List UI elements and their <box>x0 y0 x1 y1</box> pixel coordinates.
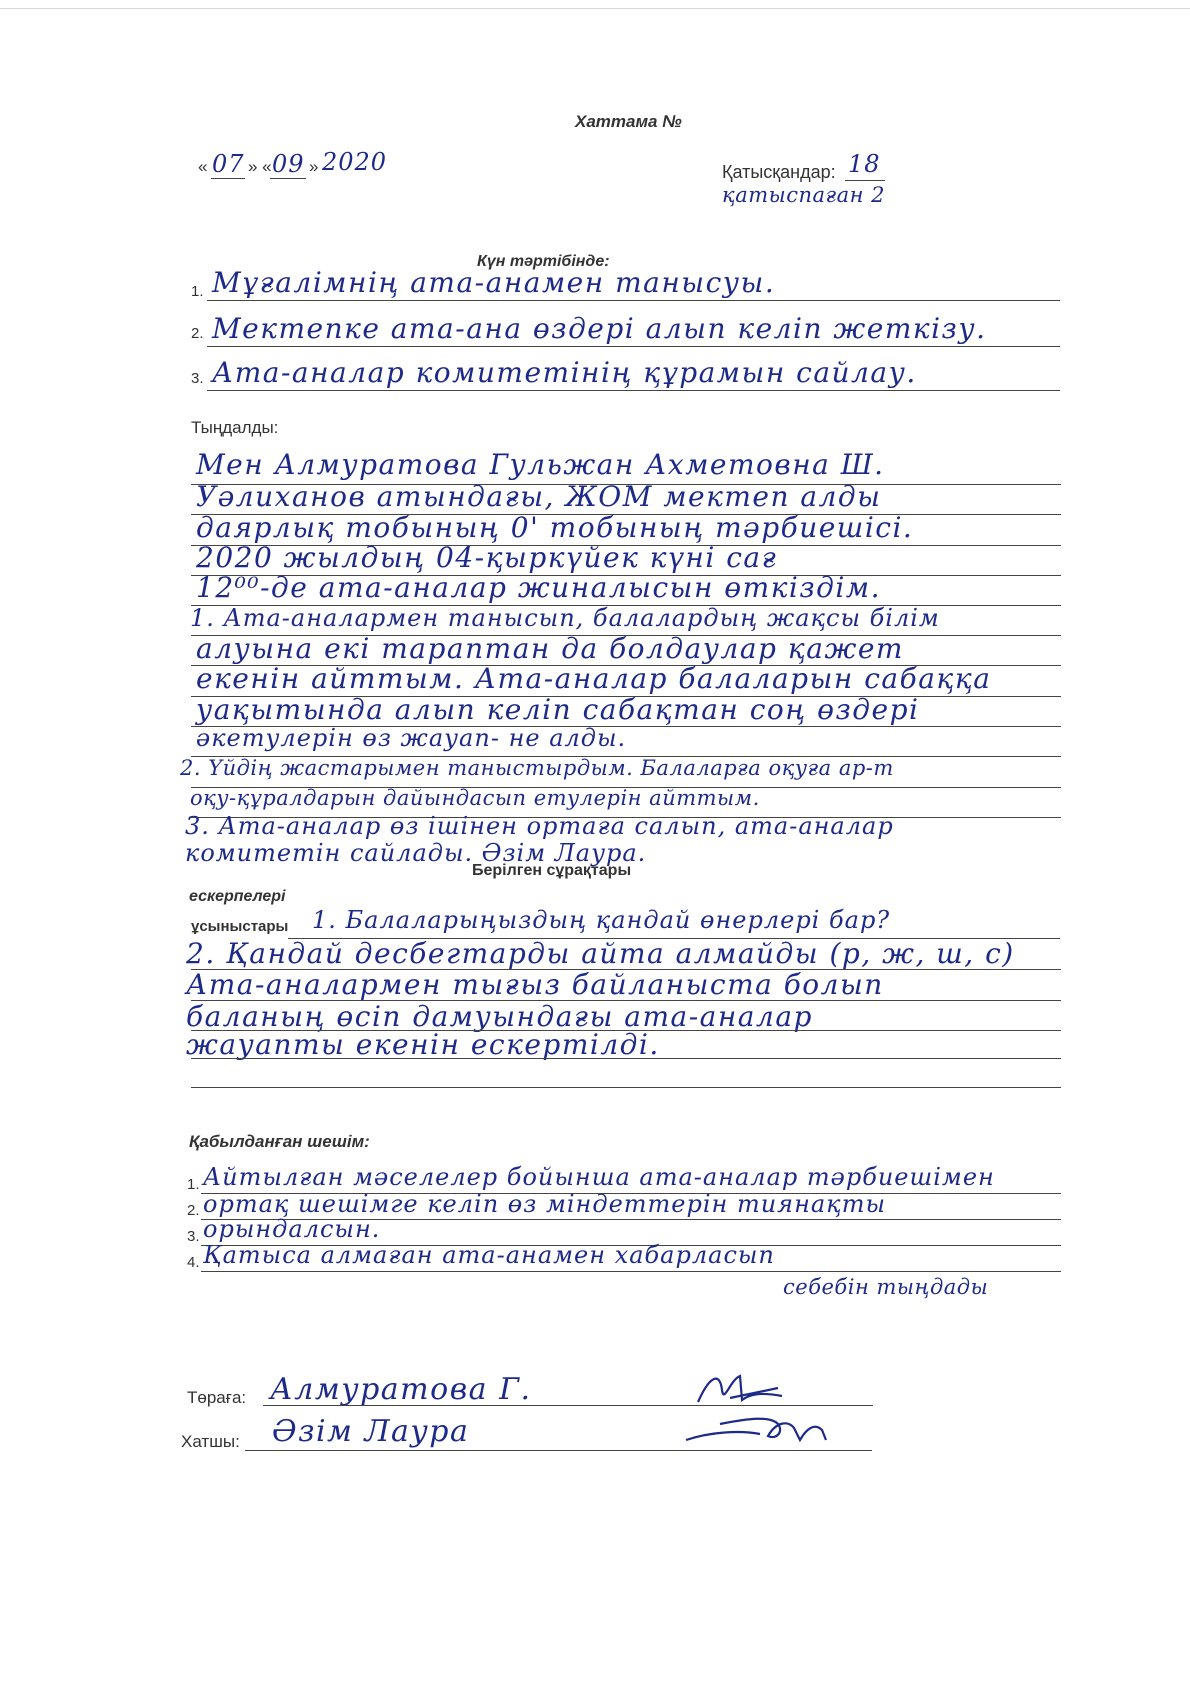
listened-line-10: әкетулерін өз жауап- не алды. <box>196 724 627 752</box>
listened-label: Тыңдалды: <box>191 418 279 437</box>
listened-line-12: оқу-құралдарын дайындасып етулерін айттым. <box>190 786 760 810</box>
agenda-line-2 <box>207 346 1060 347</box>
rule <box>191 1087 1061 1088</box>
date-year: 2020 <box>322 148 388 176</box>
decision-item-3-text: орындалсын. <box>203 1215 381 1243</box>
listened-line-3: даярлық тобының 0' тобының тәрбиешісі. <box>196 511 914 544</box>
listened-line-9: уақытында алып келіп сабақтан соң өздері <box>196 693 920 726</box>
chair-label: Төраға: <box>187 1388 247 1407</box>
decision-item-2-text: ортақ шешімге келіп өз міндеттерін тиянақты <box>203 1190 886 1218</box>
agenda-line-3 <box>207 390 1060 391</box>
decision-item-3-number: 3. <box>187 1228 200 1245</box>
agenda-item-1-number: 1. <box>191 283 204 300</box>
date-month-underline <box>270 178 306 179</box>
rule <box>191 1058 1061 1059</box>
agenda-item-1-text: Мұғалімнің ата-анамен танысуы. <box>212 266 776 299</box>
decision-item-4-number: 4. <box>187 1254 200 1271</box>
attendees-underline <box>845 180 885 181</box>
attendees-label: Қатысқандар: <box>722 162 836 182</box>
secretary-signature-mark <box>680 1410 840 1450</box>
secretary-name: Әзім Лаура <box>272 1414 470 1449</box>
listened-line-14: комитетін сайлады. Әзім Лаура. <box>185 839 647 867</box>
chair-name: Алмуратова Г. <box>270 1372 532 1407</box>
listened-line-2: Уәлиханов атындағы, ЖОМ мектеп алды <box>196 480 882 513</box>
remarks-label: ескерпелері <box>189 888 286 905</box>
date-mid-quote: » « <box>248 157 272 176</box>
scan-edge-line <box>0 8 1190 9</box>
agenda-item-3-number: 3. <box>191 370 204 387</box>
decision-extra-text: себебін тыңдады <box>783 1275 989 1299</box>
suggestions-label: ұсыныстары <box>191 918 289 935</box>
date-open-quote: « <box>198 157 208 176</box>
decision-item-2-number: 2. <box>187 1202 200 1219</box>
listened-line-5: 12⁰⁰-де ата-аналар жиналысын өткіздім. <box>196 571 881 604</box>
secretary-signature-line <box>245 1450 872 1451</box>
secretary-label: Хатшы: <box>181 1432 240 1451</box>
question-line-1: 1. Балаларыңыздың қандай өнерлері бар? <box>312 906 891 934</box>
date-close-quote: » <box>309 157 319 176</box>
absent-note: қатыспаған 2 <box>722 183 886 207</box>
decision-item-1-text: Айтылған мәселелер бойынша ата-аналар тәрбиешімен <box>203 1163 995 1191</box>
agenda-line-1 <box>207 300 1060 301</box>
agenda-title: Күн тәртібінде: <box>477 253 610 270</box>
document-title: Хаттама № <box>575 112 682 131</box>
question-line-5: жауапты екенін ескертілді. <box>186 1028 660 1061</box>
question-line-4: баланың өсіп дамуындағы ата-аналар <box>186 1000 813 1033</box>
questions-title: Берілген сұрақтары <box>472 862 632 879</box>
date-day-underline <box>211 178 245 179</box>
agenda-item-3-text: Ата-аналар комитетінің құрамын сайлау. <box>212 356 917 389</box>
decision-item-1-number: 1. <box>187 1176 200 1193</box>
agenda-item-2-text: Мектепке ата-ана өздері алып келіп жеткізу. <box>212 312 987 345</box>
listened-line-11: 2. Үйдің жастарымен таныстырдым. Балаларға оқуға ар-т <box>180 756 894 780</box>
listened-line-8: екенін айттым. Ата-аналар балаларын сабаққа <box>196 662 992 695</box>
listened-line-1: Мен Алмуратова Гульжан Ахметовна Ш. <box>196 448 885 481</box>
question-line-2: 2. Қандай десбегтарды айта алмайды (р, ж, ш, с) <box>186 937 1015 970</box>
agenda-item-2-number: 2. <box>191 325 204 342</box>
listened-line-7: алуына екі тараптан да болдаулар қажет <box>196 632 904 665</box>
rule <box>201 1271 1061 1272</box>
decision-item-4-text: Қатыса алмаған ата-анамен хабарласып <box>203 1241 775 1269</box>
listened-line-4: 2020 жылдың 04-қыркүйек күні сағ <box>196 541 778 574</box>
question-line-3: Ата-аналармен тығыз байланыста болып <box>186 968 884 1001</box>
chair-signature-mark <box>690 1370 790 1410</box>
attendees-value: 18 <box>848 150 881 178</box>
listened-line-13: 3. Ата-аналар өз ішінен ортаға салып, ата-аналар <box>185 812 894 840</box>
decision-title: Қабылданған шешім: <box>189 1132 370 1151</box>
listened-line-6: 1. Ата-аналармен танысып, балалардың жақсы білім <box>190 604 940 632</box>
date-month: 09 <box>272 150 305 178</box>
date-day: 07 <box>212 150 245 178</box>
